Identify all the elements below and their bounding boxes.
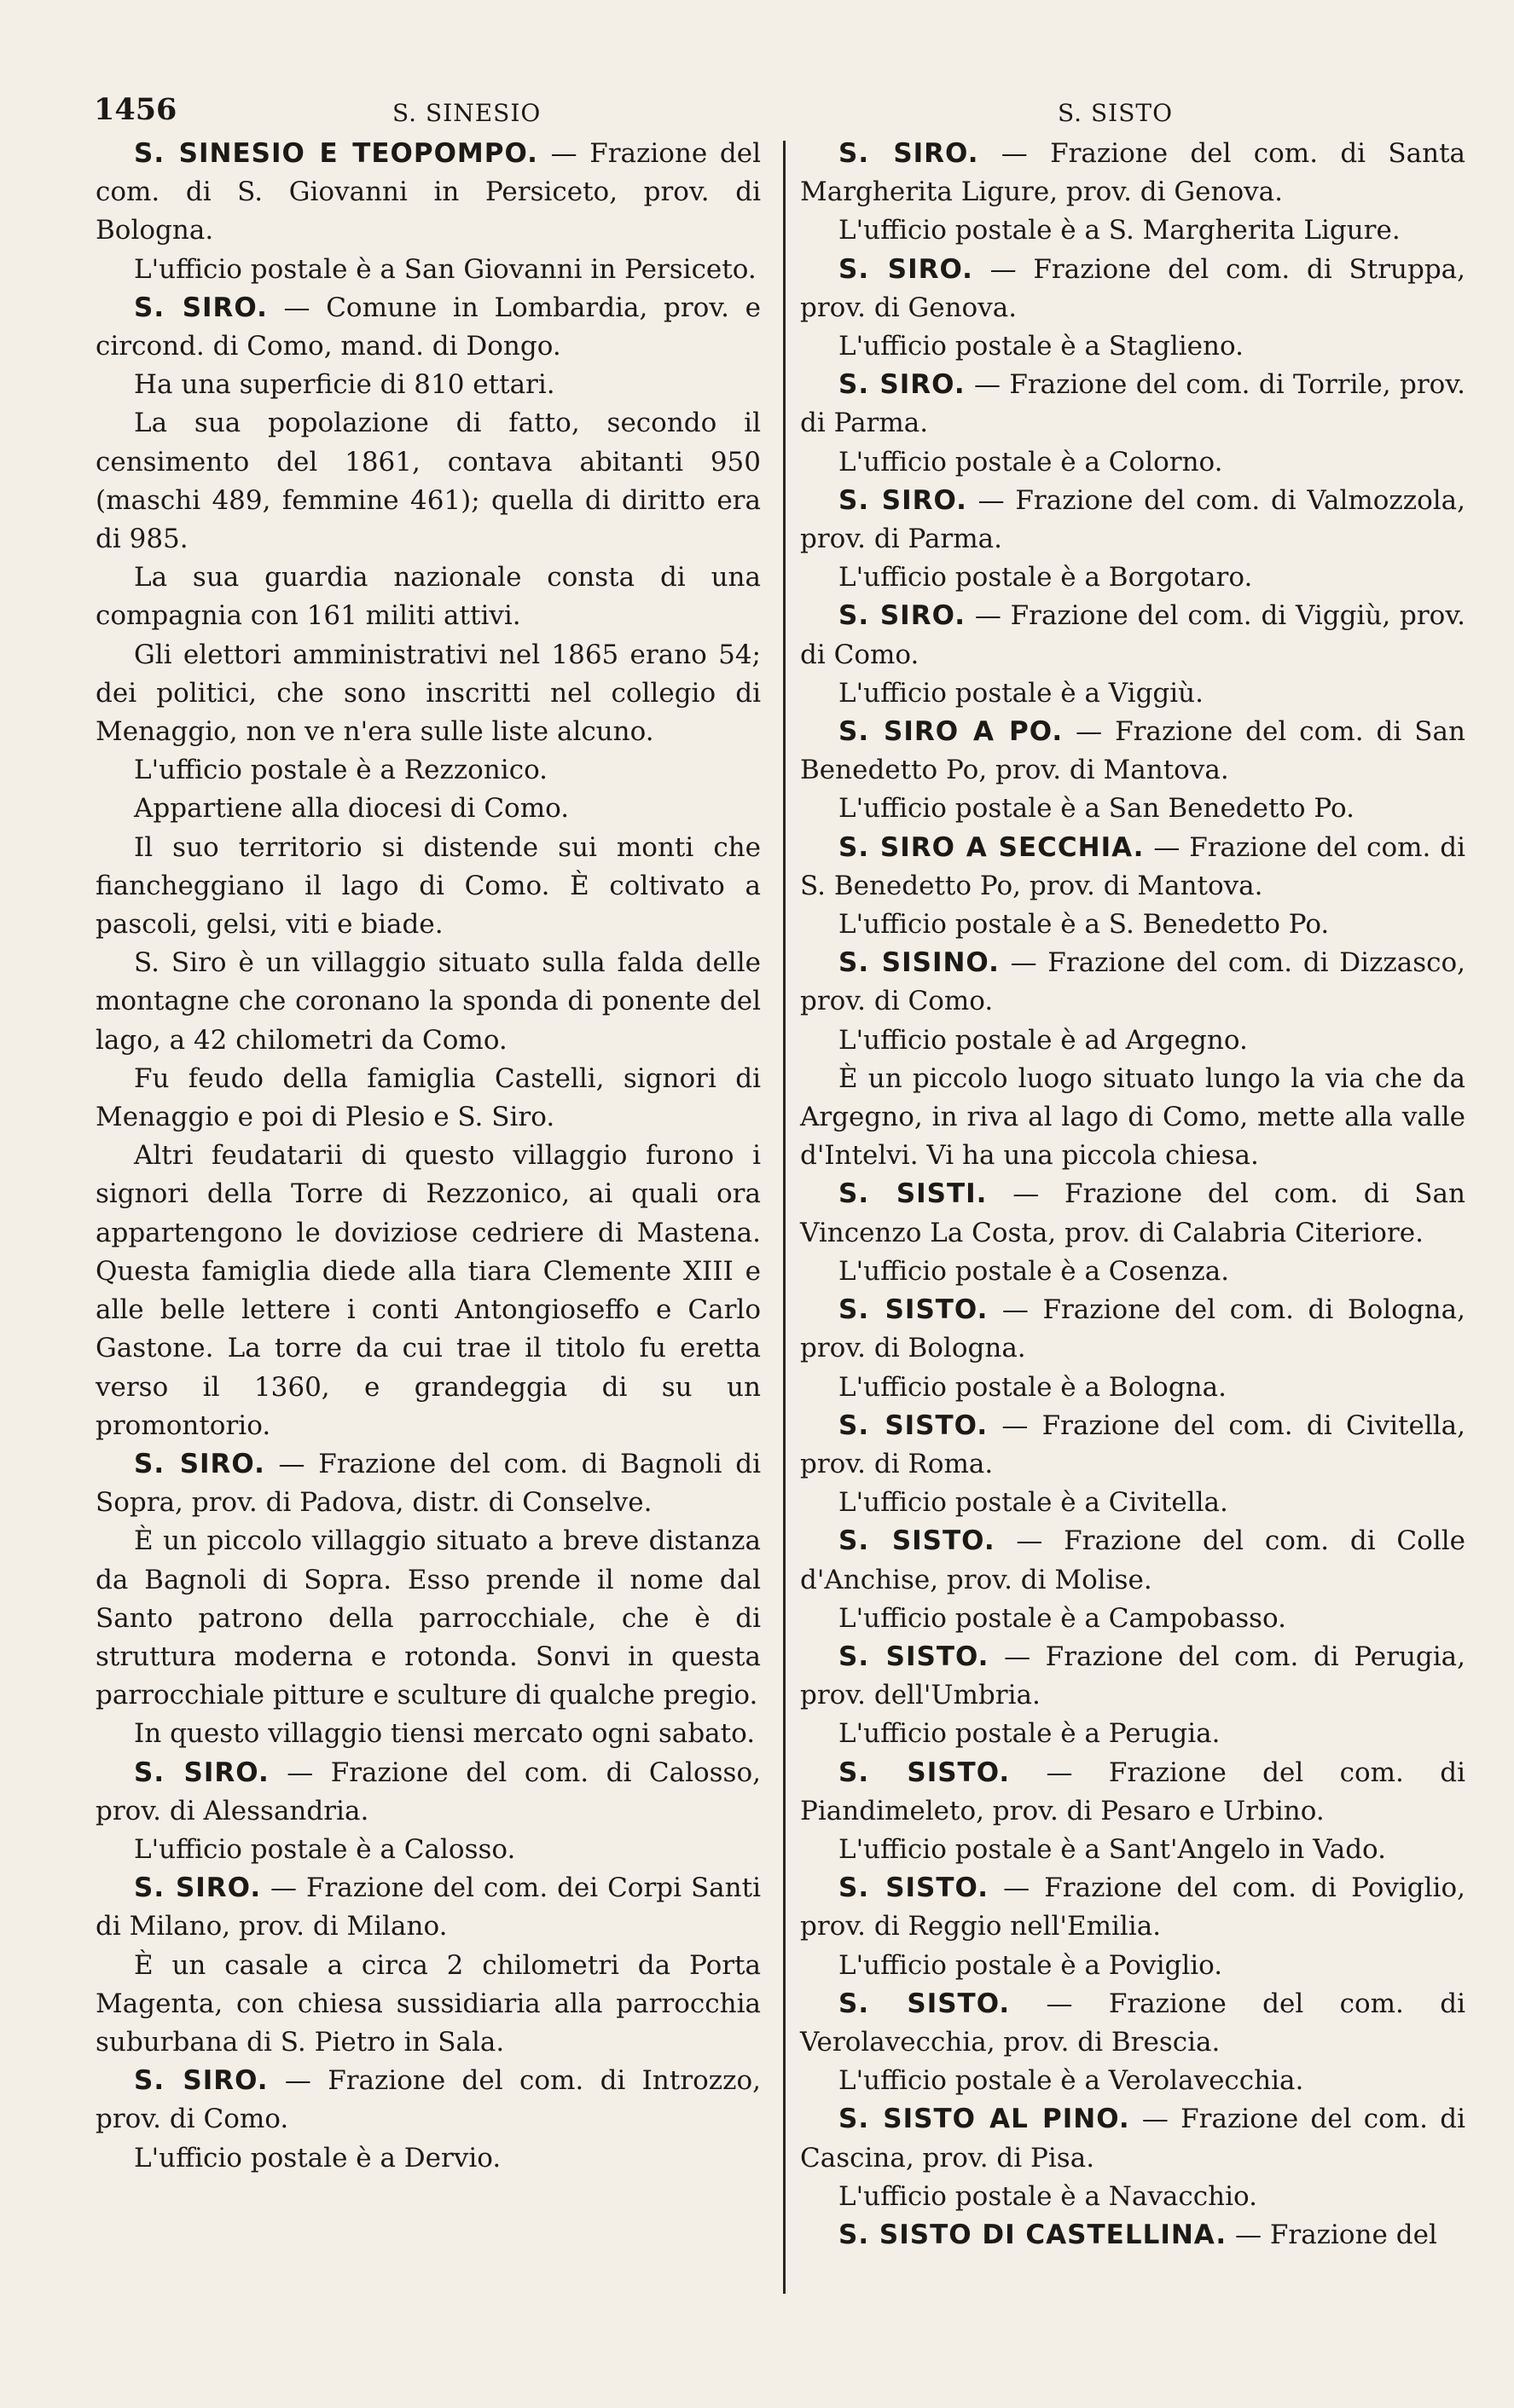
entry-headword: S. SIRO.: [838, 600, 966, 632]
entry-text: Il suo territorio si distende sui monti che fiancheggiano il lago di Como. È coltivato a pascoli, gelsi, viti e biade.: [96, 831, 761, 941]
entry-text: L'ufficio postale è a Verolavecchia.: [838, 2065, 1304, 2097]
entry-paragraph: [96, 751, 761, 790]
gazetteer-entry: [96, 2062, 761, 2139]
entry-text: — Frazione del com. di S. Giovanni in Persiceto, prov. di Bologna.: [96, 138, 762, 246]
entry-headword: S. SIRO.: [134, 1873, 262, 1904]
entry-headword: S. SISTO.: [838, 1873, 989, 1904]
entry-text: — Frazione del com. di Valmozzola, prov. di Parma.: [800, 484, 1466, 555]
entry-text: — Frazione del com. di Dizzasco, prov. di Como.: [800, 947, 1466, 1017]
gazetteer-entry: [800, 1985, 1465, 2062]
page-number: 1456: [94, 92, 177, 127]
entry-text: — Frazione del com. di Piandimeleto, prov. di Pesaro e Urbino.: [800, 1757, 1465, 1826]
entry-paragraph: [96, 636, 761, 752]
gazetteer-entry: [96, 1754, 761, 1831]
gazetteer-entry: [96, 289, 761, 366]
entry-text: — Frazione del com. di Viggiù, prov. di Como.: [800, 600, 1466, 670]
entry-headword: S. SISTO.: [838, 1409, 989, 1441]
entry-paragraph: [800, 1600, 1465, 1638]
entry-text: Appartiene alla diocesi di Como.: [134, 793, 570, 825]
entry-paragraph: [800, 1369, 1465, 1407]
entry-text: L'ufficio postale è a S. Margherita Ligure.: [838, 215, 1401, 246]
entry-text: — Frazione del: [1227, 2219, 1437, 2250]
entry-text: — Frazione del com. di Cascina, prov. di Pisa.: [800, 2104, 1465, 2174]
entry-paragraph: [96, 1060, 761, 1137]
gazetteer-entry: [800, 1754, 1465, 1831]
entry-headword: S. SISINO.: [838, 947, 1000, 979]
running-head-left: S. SINESIO: [392, 99, 542, 127]
entry-headword: S. SISTO.: [838, 1641, 989, 1672]
entry-text: — Frazione del com. di Santa Margherita Ligure, prov. di Genova.: [800, 138, 1466, 208]
entry-headword: S. SIRO A SECCHIA.: [838, 831, 1145, 863]
entry-paragraph: [96, 1137, 761, 1445]
gazetteer-entry: [800, 713, 1465, 790]
gazetteer-entry: [800, 1407, 1465, 1484]
entry-text: La sua guardia nazionale consta di una compagnia con 161 militi attivi.: [96, 562, 761, 632]
entry-headword: S. SIRO.: [134, 1448, 265, 1479]
entry-headword: S. SINESIO E TEOPOMPO.: [134, 138, 538, 169]
gazetteer-entry: [800, 1638, 1465, 1715]
entry-paragraph: [800, 674, 1465, 713]
entry-paragraph: [96, 1522, 761, 1715]
entry-text: L'ufficio postale è a Bologna.: [838, 1371, 1227, 1403]
entry-text: La sua popolazione di fatto, secondo il censimento del 1861, contava abitanti 950 (maschi 489, femmine 461); quella di diritto era di 985.: [96, 408, 761, 555]
gazetteer-entry: [96, 1869, 761, 1946]
entry-text: L'ufficio postale è a Campobasso.: [838, 1602, 1287, 1634]
entry-text: — Frazione del com. di S. Benedetto Po, prov. di Mantova.: [800, 831, 1465, 901]
entry-paragraph: [800, 1022, 1465, 1060]
gazetteer-entry: [800, 1291, 1465, 1368]
entry-text: — Frazione del com. di San Benedetto Po, prov. di Mantova.: [800, 716, 1465, 786]
entry-paragraph: [96, 829, 761, 945]
entry-text: L'ufficio postale è a S. Benedetto Po.: [838, 909, 1330, 941]
entry-paragraph: [800, 2062, 1465, 2100]
entry-text: — Frazione del com. di San Vincenzo La Costa, prov. di Calabria Citeriore.: [800, 1178, 1465, 1248]
entry-text: L'ufficio postale è a Rezzonico.: [134, 755, 548, 786]
entry-paragraph: [800, 559, 1465, 597]
entry-text: È un piccolo luogo situato lungo la via che da Argegno, in riva al lago di Como, mette alla valle d'Intelvi. Vi ha una piccola chiesa.: [800, 1062, 1465, 1172]
entry-headword: S. SISTI.: [838, 1178, 988, 1210]
gazetteer-entry: [800, 1175, 1465, 1252]
gazetteer-entry: [800, 366, 1465, 443]
entry-paragraph: [96, 2139, 761, 2178]
gazetteer-entry: [800, 135, 1465, 211]
entry-paragraph: [800, 2178, 1465, 2216]
entry-text: L'ufficio postale è a Colorno.: [838, 446, 1223, 478]
right-column: [800, 135, 1465, 2255]
entry-headword: S. SIRO.: [838, 138, 979, 169]
entry-headword: S. SISTO AL PINO.: [838, 2104, 1130, 2135]
entry-text: — Frazione del com. di Calosso, prov. di Alessandria.: [96, 1757, 761, 1826]
entry-text: L'ufficio postale è a Borgotaro.: [838, 562, 1253, 593]
entry-text: Altri feudatarii di questo villaggio furono i signori della Torre di Rezzonico, ai quali ora appartengono le doviziose cedriere di Mastena. Questa famiglia diede alla tiara Clemente XIII e alle belle lettere i conti Antongioseffo e Carlo Gastone. La torre da cui trae il titolo fu eretta verso il 1360, e grandeggia di su un promontorio.: [96, 1140, 761, 1441]
entry-headword: S. SISTO DI CASTELLINA.: [838, 2219, 1227, 2250]
entry-text: L'ufficio postale è a San Giovanni in Persiceto.: [134, 253, 757, 285]
entry-text: L'ufficio postale è a Dervio.: [134, 2142, 502, 2174]
entry-text: L'ufficio postale è a Poviglio.: [838, 1949, 1223, 1981]
running-head-right: S. SISTO: [1058, 99, 1174, 127]
entry-text: L'ufficio postale è a Civitella.: [838, 1487, 1228, 1519]
entry-headword: S. SISTO.: [838, 1757, 1011, 1788]
entry-text: L'ufficio postale è a Staglieno.: [838, 331, 1244, 362]
gazetteer-entry: [96, 1445, 761, 1522]
entry-paragraph: [96, 790, 761, 828]
entry-paragraph: [800, 1253, 1465, 1291]
entry-text: L'ufficio postale è a Cosenza.: [838, 1255, 1230, 1287]
entry-text: — Frazione del com. di Torrile, prov. di Parma.: [800, 369, 1466, 439]
entry-text: Gli elettori amministrativi nel 1865 erano 54; dei politici, che sono inscritti nel collegio di Menaggio, non ve n'era sulle liste alcuno.: [96, 639, 761, 748]
entry-text: — Frazione del com. di Perugia, prov. dell'Umbria.: [800, 1641, 1466, 1711]
entry-paragraph: [96, 944, 761, 1060]
entry-text: — Frazione del com. di Verolavecchia, prov. di Brescia.: [800, 1988, 1465, 2058]
entry-headword: S. SIRO.: [134, 1757, 270, 1788]
entry-paragraph: [96, 404, 761, 559]
gazetteer-entry: [800, 1522, 1465, 1599]
entry-text: Ha una superficie di 810 ettari.: [134, 369, 555, 401]
gazetteer-entry: [96, 135, 761, 251]
entry-text: In questo villaggio tiensi mercato ogni sabato.: [134, 1718, 756, 1750]
column-divider: [783, 141, 786, 2294]
entry-headword: S. SISTO.: [838, 1294, 989, 1326]
entry-paragraph: [800, 1947, 1465, 1985]
entry-text: È un casale a circa 2 chilometri da Porta Magenta, con chiesa sussidiaria alla parrocchia suburbana di S. Pietro in Sala.: [96, 1949, 761, 2058]
entry-paragraph: [800, 906, 1465, 944]
entry-text: S. Siro è un villaggio situato sulla falda delle montagne che coronano la sponda di ponente del lago, a 42 chilometri da Como.: [96, 947, 761, 1056]
entry-text: — Frazione del com. di Colle d'Anchise, prov. di Molise.: [800, 1525, 1465, 1595]
entry-text: — Frazione del com. di Bologna, prov. di Bologna.: [800, 1294, 1465, 1364]
entry-text: L'ufficio postale è ad Argegno.: [838, 1024, 1248, 1056]
entry-paragraph: [800, 211, 1465, 250]
entry-paragraph: [800, 327, 1465, 366]
entry-headword: S. SIRO.: [134, 2065, 269, 2097]
entry-paragraph: [800, 1715, 1465, 1753]
entry-paragraph: [800, 1831, 1465, 1869]
entry-headword: S. SIRO.: [838, 484, 967, 516]
entry-headword: S. SIRO A PO.: [838, 716, 1064, 748]
entry-paragraph: [96, 251, 761, 289]
entry-text: L'ufficio postale è a San Benedetto Po.: [838, 793, 1354, 825]
entry-text: — Comune in Lombardia, prov. e circond. di Como, mand. di Dongo.: [96, 292, 762, 362]
gazetteer-entry: [800, 597, 1465, 674]
gazetteer-entry: [800, 2100, 1465, 2177]
entry-text: Fu feudo della famiglia Castelli, signori di Menaggio e poi di Plesio e S. Siro.: [96, 1062, 761, 1133]
gazetteer-entry: [800, 2216, 1465, 2255]
entry-paragraph: [800, 443, 1465, 482]
gazetteer-entry: [800, 482, 1465, 559]
entry-paragraph: [96, 1947, 761, 2063]
entry-text: L'ufficio postale è a Perugia.: [838, 1718, 1221, 1750]
entry-paragraph: [96, 1831, 761, 1869]
entry-text: — Frazione del com. di Poviglio, prov. di Reggio nell'Emilia.: [800, 1873, 1465, 1942]
left-column: [96, 135, 761, 2178]
gazetteer-entry: [800, 944, 1465, 1021]
entry-paragraph: [800, 1060, 1465, 1176]
gazetteer-entry: [800, 251, 1465, 327]
entry-paragraph: [96, 366, 761, 404]
entry-text: È un piccolo villaggio situato a breve distanza da Bagnoli di Sopra. Esso prende il nome dal Santo patrono della parrocchiale, che è di struttura moderna e rotonda. Sonvi in questa parrocchiale pitture e sculture di qualche pregio.: [96, 1525, 761, 1711]
entry-headword: S. SIRO.: [838, 253, 973, 285]
page-header: [94, 92, 1459, 135]
entry-text: — Frazione del com. di Struppa, prov. di Genova.: [800, 253, 1465, 323]
entry-text: — Frazione del com. di Bagnoli di Sopra, prov. di Padova, distr. di Conselve.: [96, 1448, 761, 1519]
entry-paragraph: [800, 790, 1465, 828]
entry-text: L'ufficio postale è a Viggiù.: [838, 677, 1204, 709]
entry-headword: S. SISTO.: [838, 1988, 1011, 2019]
entry-paragraph: [800, 1484, 1465, 1522]
gazetteer-entry: [800, 829, 1465, 906]
entry-text: — Frazione del com. dei Corpi Santi di Milano, prov. di Milano.: [96, 1873, 762, 1942]
entry-paragraph: [96, 559, 761, 635]
entry-text: — Frazione del com. di Civitella, prov. di Roma.: [800, 1409, 1465, 1479]
entry-headword: S. SISTO.: [838, 1525, 995, 1557]
entry-text: — Frazione del com. di Introzzo, prov. di Como.: [96, 2065, 761, 2135]
entry-text: L'ufficio postale è a Sant'Angelo in Vado.: [838, 1833, 1387, 1865]
entry-text: L'ufficio postale è a Calosso.: [134, 1833, 516, 1865]
gazetteer-entry: [800, 1869, 1465, 1946]
entry-headword: S. SIRO.: [134, 292, 268, 323]
entry-headword: S. SIRO.: [838, 369, 966, 401]
entry-text: L'ufficio postale è a Navacchio.: [838, 2180, 1257, 2212]
entry-paragraph: [96, 1715, 761, 1753]
